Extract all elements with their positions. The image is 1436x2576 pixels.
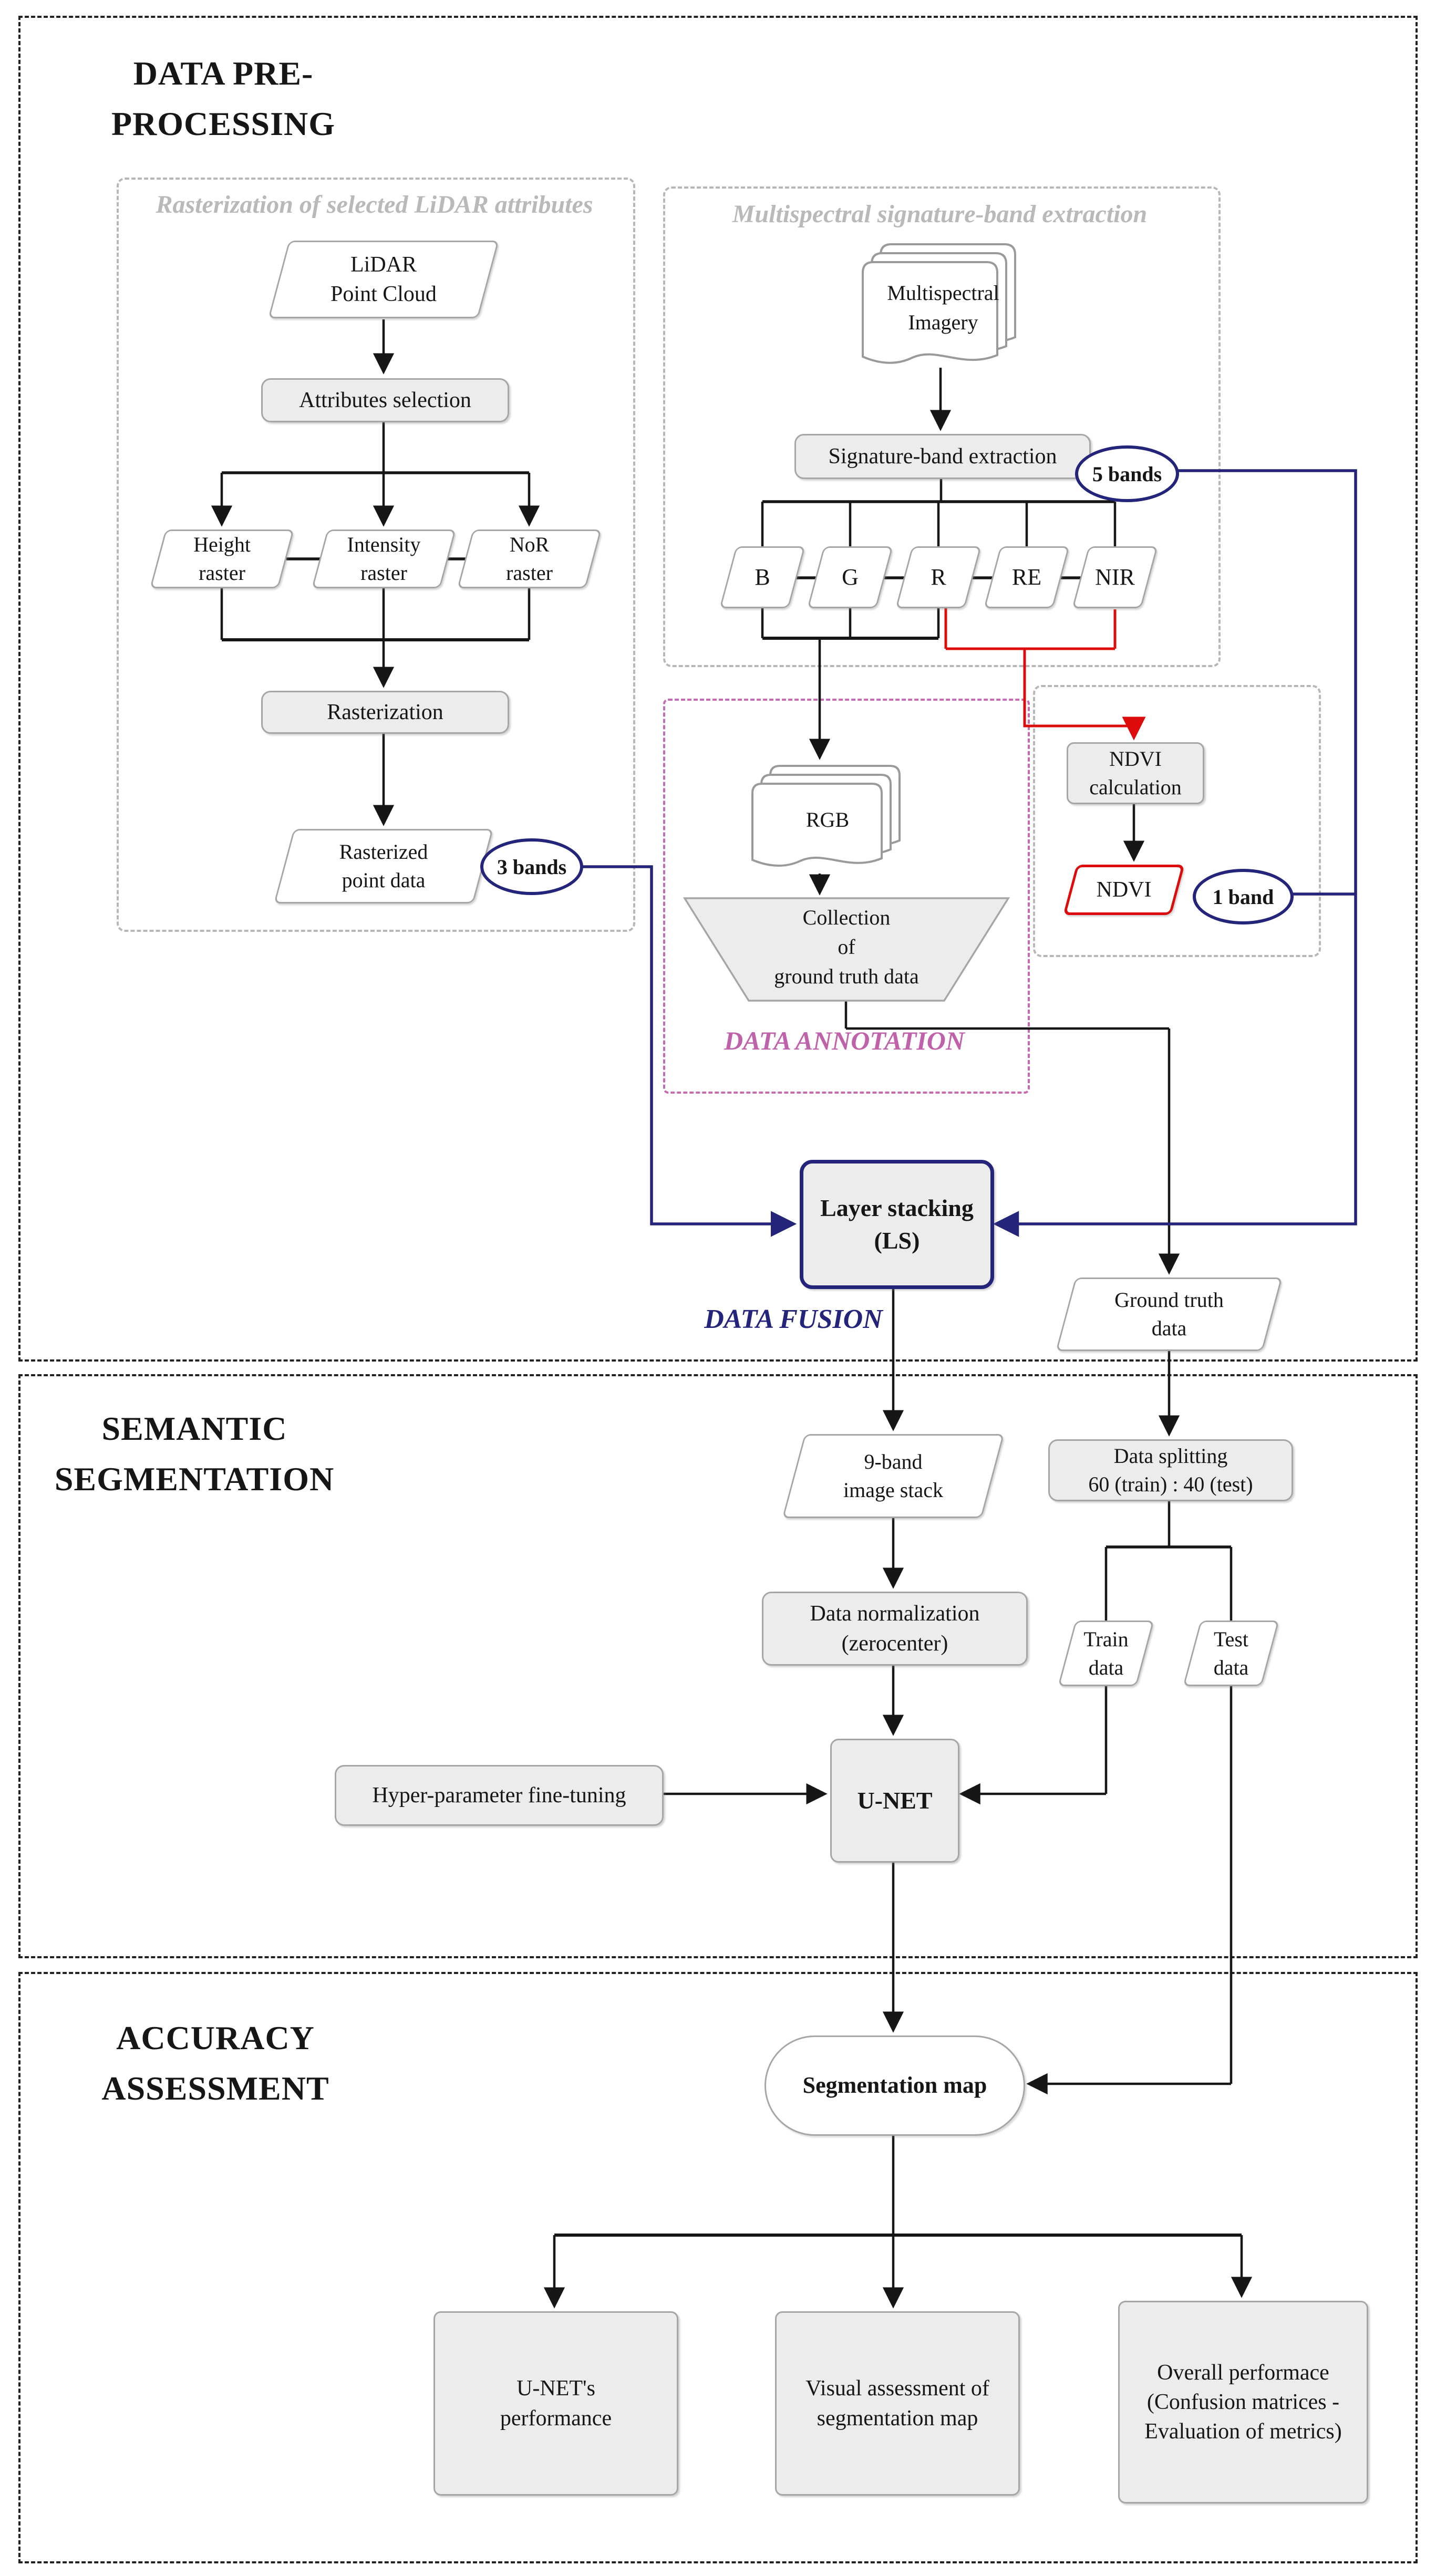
badge-5-bands: 5 bands bbox=[1075, 445, 1179, 502]
node-unet-performance: U-NET's performance bbox=[433, 2311, 678, 2496]
node-data-splitting: Data splitting 60 (train) : 40 (test) bbox=[1048, 1439, 1293, 1501]
node-overall-performance: Overall performace (Confusion matrices - Evaluation of metrics) bbox=[1118, 2301, 1368, 2504]
node-rasterization: Rasterization bbox=[261, 691, 509, 734]
node-nor-raster: NoR raster bbox=[465, 529, 594, 588]
node-band-b: B bbox=[728, 546, 797, 608]
node-signature-band-extraction: Signature-band extraction bbox=[794, 434, 1091, 479]
badge-1-band: 1 band bbox=[1193, 869, 1294, 925]
node-layer-stacking: Layer stacking (LS) bbox=[800, 1160, 994, 1289]
node-band-r: R bbox=[904, 546, 973, 608]
node-attributes-selection: Attributes selection bbox=[261, 378, 509, 422]
group-title-lidar-rasterization: Rasterization of selected LiDAR attributes bbox=[156, 191, 593, 219]
badge-3-bands: 3 bands bbox=[480, 838, 583, 895]
section-title-segmentation: SEMANTIC SEGMENTATION bbox=[54, 1410, 335, 1498]
node-data-normalization: Data normalization (zerocenter) bbox=[762, 1592, 1028, 1666]
section-title-preprocessing: DATA PRE- PROCESSING bbox=[111, 55, 336, 142]
node-rgb-imagery: RGB bbox=[746, 761, 909, 879]
data-fusion-label: DATA FUSION bbox=[704, 1304, 883, 1334]
node-collection-ground-truth: Collection of ground truth data bbox=[680, 896, 1013, 1004]
node-rasterized-point-data: Rasterized point data bbox=[284, 829, 483, 903]
group-title-multispectral: Multispectral signature-band extraction bbox=[732, 200, 1148, 228]
node-visual-assessment: Visual assessment of segmentation map bbox=[775, 2311, 1020, 2496]
node-test-data: Test data bbox=[1192, 1621, 1270, 1686]
node-band-nir: NIR bbox=[1080, 546, 1150, 608]
node-ndvi-calculation: NDVI calculation bbox=[1067, 742, 1204, 804]
node-intensity-raster: Intensity raster bbox=[319, 529, 448, 588]
section-title-accuracy: ACCURACY ASSESSMENT bbox=[101, 2019, 329, 2107]
node-height-raster: Height raster bbox=[158, 529, 286, 588]
edge-red-to-ndvicalc bbox=[1025, 649, 1134, 736]
node-9-band-image-stack: 9-band image stack bbox=[793, 1434, 993, 1518]
node-ndvi: NDVI bbox=[1070, 865, 1178, 915]
data-annotation-label: DATA ANNOTATION bbox=[724, 1026, 965, 1055]
node-segmentation-map: Segmentation map bbox=[765, 2035, 1025, 2136]
node-ground-truth-data: Ground truth data bbox=[1066, 1277, 1273, 1351]
node-train-data: Train data bbox=[1067, 1621, 1145, 1686]
node-band-g: G bbox=[815, 546, 885, 608]
node-band-re: RE bbox=[992, 546, 1061, 608]
node-unet: U-NET bbox=[830, 1739, 959, 1863]
node-multispectral-imagery: Multispectral Imagery bbox=[856, 239, 1030, 376]
red-edges bbox=[946, 608, 1134, 736]
node-lidar-point-cloud: LiDAR Point Cloud bbox=[278, 241, 489, 318]
node-hyperparameter-finetuning: Hyper-parameter fine-tuning bbox=[335, 1765, 664, 1826]
